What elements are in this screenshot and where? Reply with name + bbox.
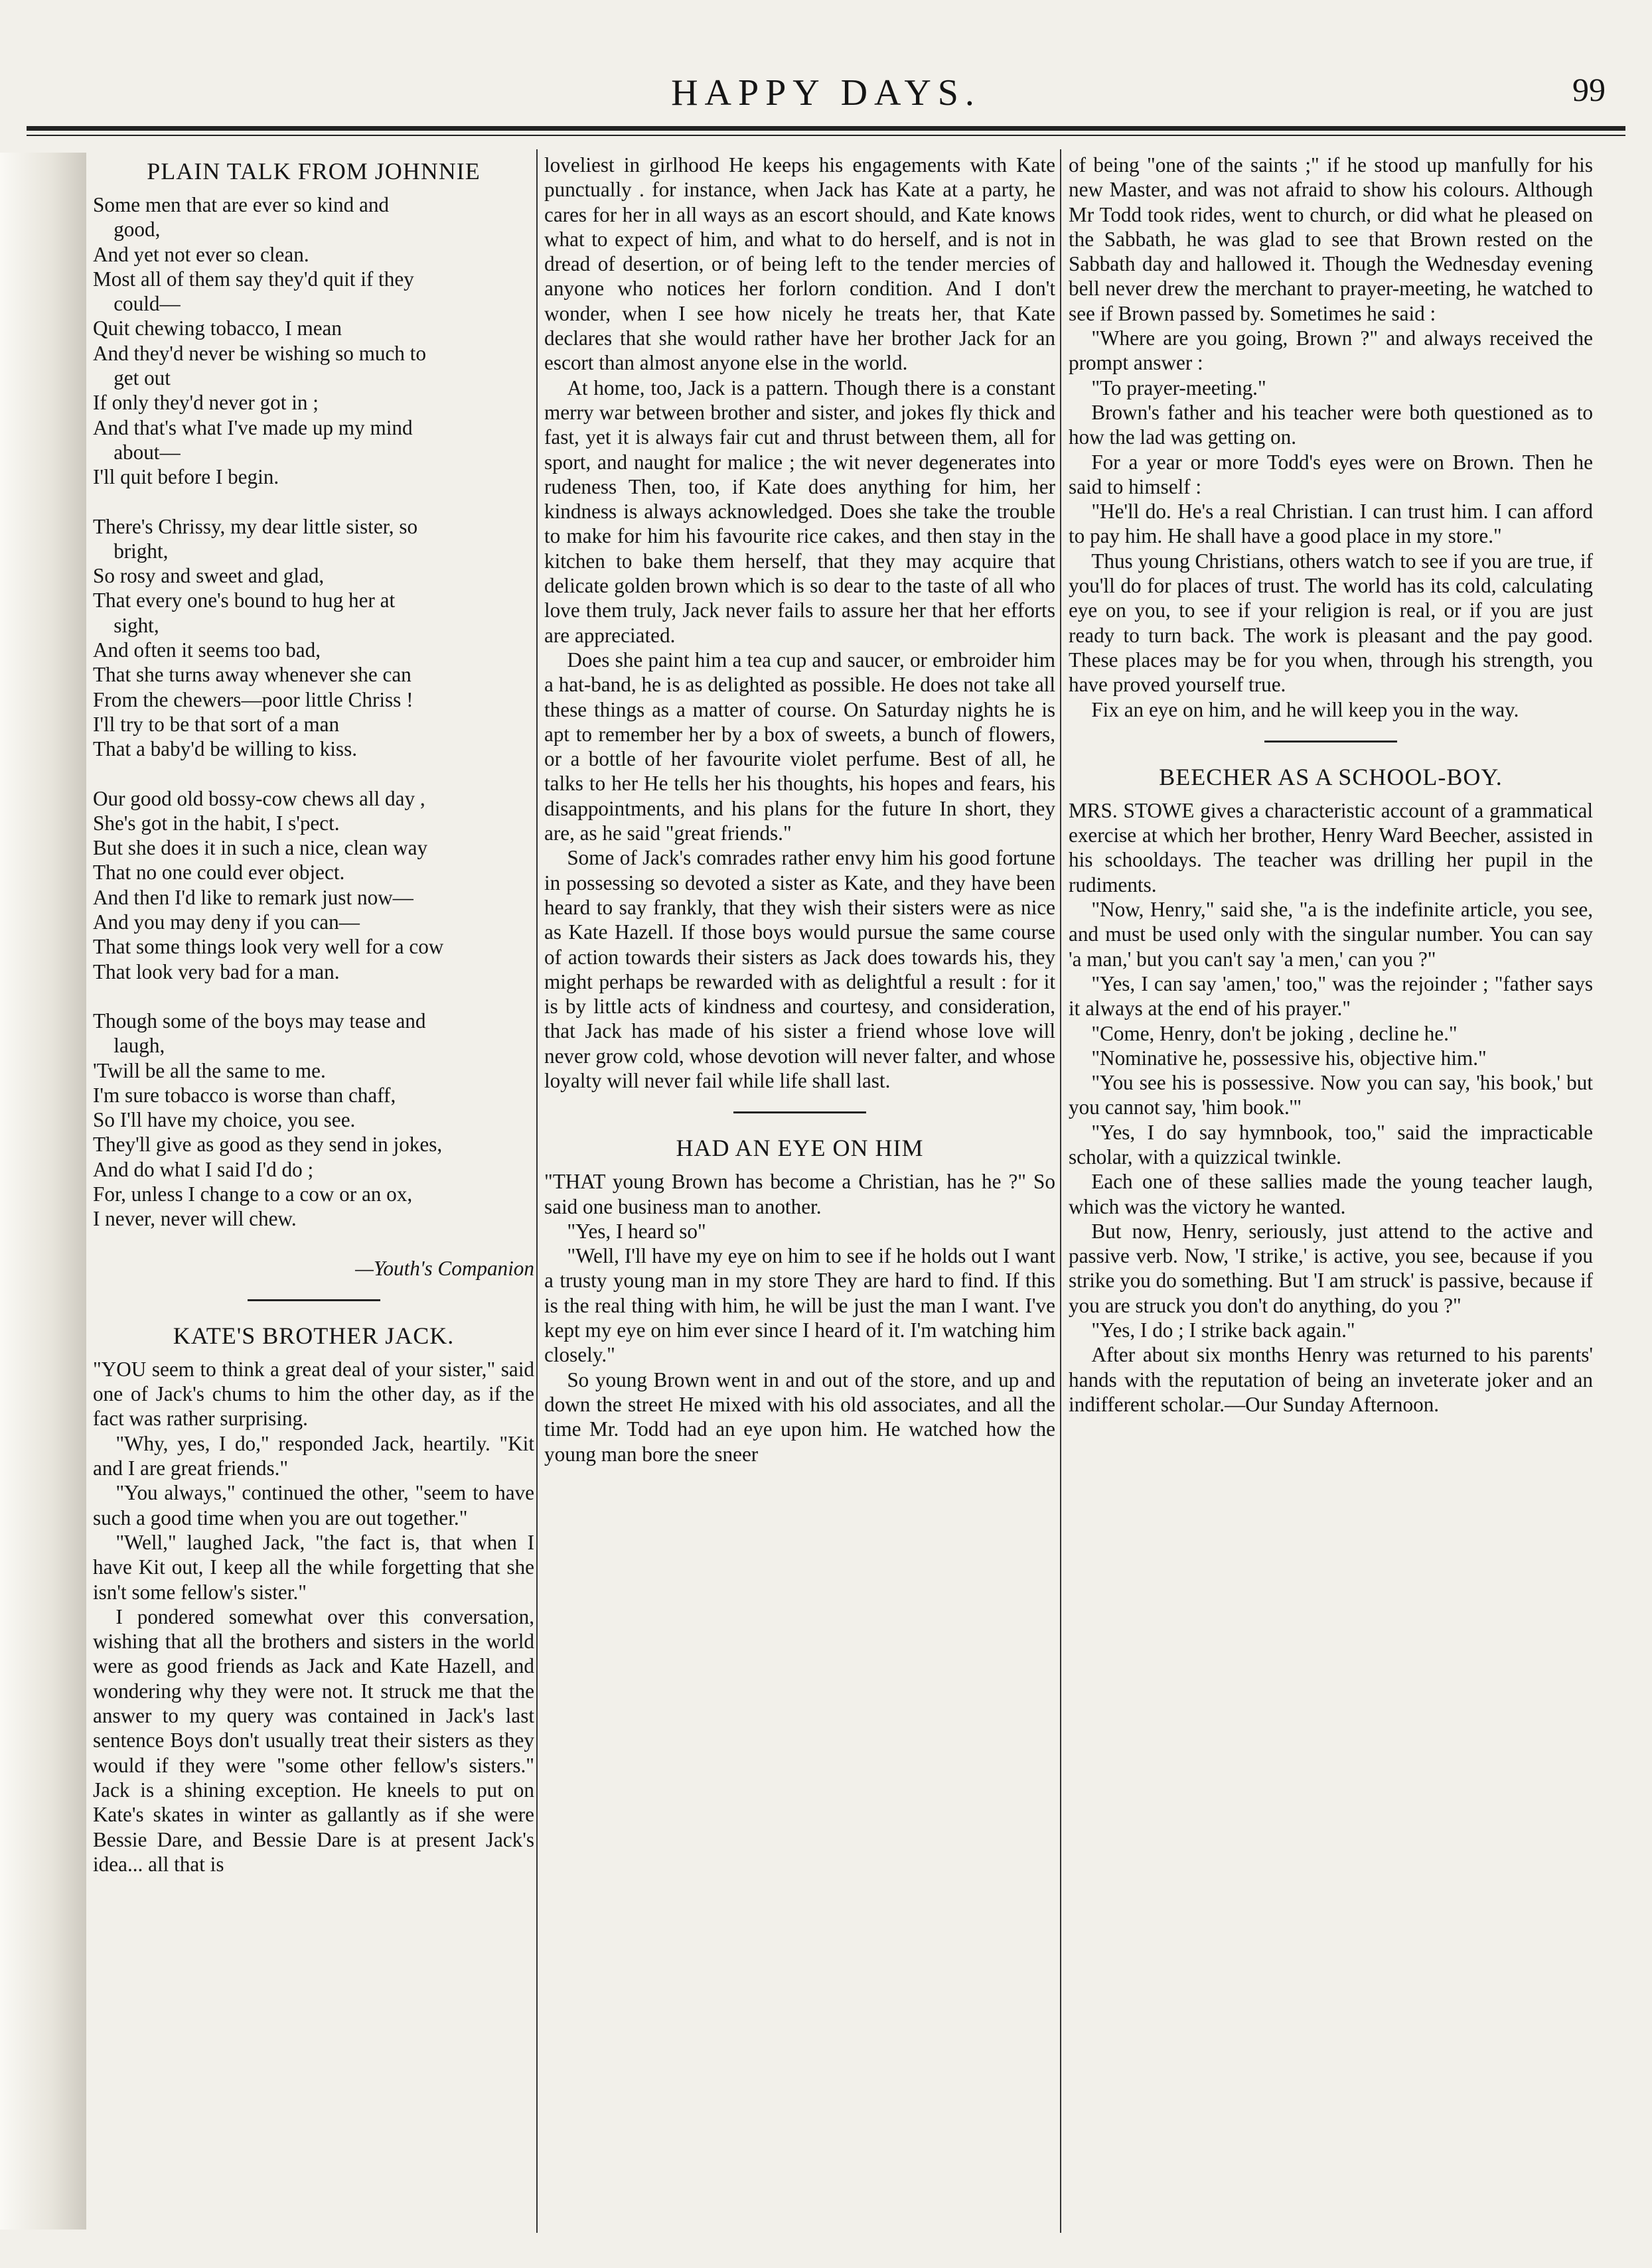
torn-margin-strip: [0, 153, 86, 2230]
poem-line: And yet not ever so clean.: [93, 242, 309, 266]
section-divider: [1264, 741, 1397, 743]
poem-line: good,: [93, 218, 161, 242]
paragraph: "To prayer-meeting.": [1091, 376, 1266, 399]
paragraph: of being "one of the saints ;" if he stood up manfully for his new Master, and was not afraid to show his colours. Although Mr Todd took rides, went to church, or did what he pleased on the Sabbath, he was glad to see that Brown rested on the Sabbath day and hallowed it. Though the Wednesday evening bell never drew the merchant to prayer-meeting, he watched to see if Brown passed by. Sometimes he said :: [1069, 153, 1593, 325]
poem-line: laugh,: [93, 1034, 165, 1058]
paragraph: "Why, yes, I do," responded Jack, heartily. "Kit and I are great friends.": [93, 1431, 534, 1480]
poem-line: Quit chewing tobacco, I mean: [93, 317, 342, 340]
column-3: [1069, 153, 1593, 2230]
poem-line: That a baby'd be willing to kiss.: [93, 737, 358, 761]
poem-line: That every one's bound to hug her at: [93, 589, 396, 612]
story-title-kates-brother-jack: KATE'S BROTHER JACK.: [173, 1322, 455, 1349]
poem-line: bright,: [93, 539, 169, 563]
poem-stanza: [93, 514, 534, 762]
paragraph: Thus young Christians, others watch to see if you are true, if you'll do for places of trust. The world has its cold, calculating eye on you, to see if your religion is real, or if you are just ready to turn back. The work is pleasant and the pay good. These places may be for you when, through his strength, you have proved yourself true.: [1069, 549, 1593, 697]
story-body-kates-brother-jack: [93, 1357, 534, 1877]
story-title-had-an-eye-on-him: HAD AN EYE ON HIM: [676, 1135, 924, 1162]
poem-line: 'Twill be all the same to me.: [93, 1058, 326, 1082]
poem-stanza: [93, 192, 534, 490]
poem-stanza: [93, 1009, 534, 1232]
poem-line: could—: [93, 292, 181, 316]
paragraph: "Now, Henry," said she, "a is the indefinite article, you see, and must be used only with the singular number. You can say 'a man,' but you can't say 'a men,' can you ?": [1069, 898, 1593, 971]
poem-line: That she turns away whenever she can: [93, 663, 412, 687]
poem-line: That look very bad for a man.: [93, 959, 340, 983]
poem-line: And then I'd like to remark just now—: [93, 885, 413, 909]
poem-line: So rosy and sweet and glad,: [93, 564, 325, 588]
paragraph: "You always," continued the other, "seem to have such a good time when you are out together.": [93, 1481, 534, 1529]
poem-line: I'll quit before I begin.: [93, 465, 279, 489]
paragraph: "You see his is possessive. Now you can say, 'his book,' but you cannot say, 'him book.'": [1069, 1071, 1593, 1119]
poem-line: From the chewers—poor little Chriss !: [93, 687, 413, 711]
poem-line: She's got in the habit, I s'pect.: [93, 811, 340, 835]
paragraph: "Nominative he, possessive his, objective him.": [1091, 1046, 1487, 1070]
poem-line: For, unless I change to a cow or an ox,: [93, 1182, 413, 1206]
paragraph: Does she paint him a tea cup and saucer, or embroider him a hat-band, he is as delighted as possible. He does not take all these things as a matter of course. On Saturday nights he is apt to remember her by a box of sweets, a bunch of flowers, or a bottle of her favourite violet perfume. Best of all, he talks to her He tells her his thoughts, his hopes and fears, his disappointments, and his plans for the future In short, they are, as he said "great friends.": [544, 648, 1055, 845]
paragraph: Each one of these sallies made the young teacher laugh, which was the victory he wanted.: [1069, 1170, 1593, 1218]
story-body-had-an-eye-continued: [1069, 153, 1593, 722]
header-rule-thin: [27, 135, 1625, 136]
poem-line: sight,: [93, 613, 159, 637]
poem-line: They'll give as good as they send in jokes,: [93, 1133, 443, 1157]
poem-line: Some men that are ever so kind and: [93, 193, 390, 216]
poem-line: Most all of them say they'd quit if they: [93, 267, 414, 291]
poem-line: So I'll have my choice, you see.: [93, 1108, 356, 1132]
poem-line: I'll try to be that sort of a man: [93, 712, 340, 736]
poem-line: That no one could ever object.: [93, 861, 345, 885]
paragraph: "THAT young Brown has become a Christian, has he ?" So said one business man to another.: [544, 1170, 1055, 1218]
poem-line: And they'd never be wishing so much to: [93, 341, 426, 365]
paragraph: I pondered somewhat over this conversation, wishing that all the brothers and sisters in the world were as good friends as Jack and Kate Hazell, and wondering why they were not. It struck me that the answer to my query was contained in Jack's last sentence Boys don't usually treat their sisters as they would if they were "some other fellow's sisters." Jack is a shining exception. He kneels to put on Kate's skates in winter as gallantly as if she were Bessie Dare, and Bessie Dare is at present Jack's idea... all that is: [93, 1604, 534, 1876]
paragraph: loveliest in girlhood He keeps his engagements with Kate punctually . for instance, when Jack has Kate at a party, he cares for her in all ways as an escort should, and Kate knows what to expect of him, and what to do herself, and is not in dread of desertion, or of being left to the tender mercies of anyone who notices her forlorn condition. And I don't wonder, when I see how nicely he treats her, that Kate declares that she would rather have her brother Jack for an escort than almost anyone else in the world.: [544, 153, 1055, 375]
story-body-had-an-eye-on-him: [544, 1169, 1055, 1466]
poem-line: I never, never will chew.: [93, 1207, 297, 1231]
header-rule-thick: [27, 126, 1625, 131]
paragraph: "Well," laughed Jack, "the fact is, that when I have Kit out, I keep all the while forgetting that she isn't some fellow's sister.": [93, 1530, 534, 1604]
paragraph: At home, too, Jack is a pattern. Though there is a constant merry war between brother and sister, and jokes fly thick and fast, yet it is always fair cut and thrust between them, all for sport, and naught for malice ; the wit never degenerates into rudeness Then, too, if Kate does anything for him, her kindness is always acknowledged. Does she take the trouble to make for him his favourite rice cakes, and then stay in the kitchen to bake them herself, that they may acquire that delicate golden brown which is so dear to the taste of all who love them truly, Jack never fails to assure her that her efforts are appreciated.: [544, 376, 1055, 647]
poem-line: And you may deny if you can—: [93, 910, 360, 934]
paragraph: "Come, Henry, don't be joking , decline he.": [1091, 1021, 1458, 1045]
poem-line: get out: [93, 366, 171, 390]
paragraph: "YOU seem to think a great deal of your sister," said one of Jack's chums to him the other day, as if the fact was rather surprising.: [93, 1357, 534, 1431]
column-2: [544, 153, 1055, 2230]
poem-attribution: —Youth's Companion: [355, 1256, 534, 1280]
paragraph: "Yes, I do say hymnbook, too," said the impracticable scholar, with a quizzical twinkle.: [1069, 1120, 1593, 1169]
paragraph: Brown's father and his teacher were both questioned as to how the lad was getting on.: [1069, 400, 1593, 449]
paragraph: For a year or more Todd's eyes were on Brown. Then he said to himself :: [1069, 450, 1593, 498]
paragraph: So young Brown went in and out of the store, and up and down the street He mixed with his old associates, and all the time Mr. Todd had an eye upon him. He watched how the young man bore the sneer: [544, 1368, 1055, 1466]
column-divider-2: [1060, 149, 1061, 2233]
poem-line: And that's what I've made up my mind: [93, 415, 413, 439]
page-number: 99: [1572, 71, 1606, 108]
section-divider: [248, 1299, 380, 1301]
paragraph: "He'll do. He's a real Christian. I can trust him. I can afford to pay him. He shall have a good place in my store.": [1069, 500, 1593, 548]
paragraph: Some of Jack's comrades rather envy him his good fortune in possessing so devoted a sister as Kate, and they have been heard to say frankly, that they wish their sisters were as nice as Kate Hazell. If those boys would pursue the same course of action towards their sisters as Jack does towards his, they might perhaps be rewarded with as delightful a result : for it is by little acts of kindness and courtesy, and consideration, that Jack has made of his sister a friend whose love will never grow cold, whose devotion will never falter, and whose loyalty will never fail while life shall last.: [544, 846, 1055, 1092]
poem-line: about—: [93, 440, 181, 464]
column-1: [93, 153, 534, 2230]
poem-line: And often it seems too bad,: [93, 638, 321, 662]
poem-line: That some things look very well for a cow: [93, 935, 444, 959]
poem-line: I'm sure tobacco is worse than chaff,: [93, 1083, 396, 1107]
paragraph: But now, Henry, seriously, just attend to the active and passive verb. Now, 'I strike,' is active, you see, because if you strike you do something. But 'I am struck' is passive, because if you are struck you don't do anything, do you ?": [1069, 1219, 1593, 1317]
poem-line: There's Chrissy, my dear little sister, so: [93, 514, 418, 538]
poem-title: PLAIN TALK FROM JOHNNIE: [147, 158, 481, 184]
poem-line: Our good old bossy-cow chews all day ,: [93, 786, 425, 810]
poem-stanza: [93, 786, 534, 984]
paragraph: "Yes, I can say 'amen,' too," was the rejoinder ; "father says it always at the end of his prayer.": [1069, 971, 1593, 1021]
story-title-beecher-as-a-school-boy: BEECHER AS A SCHOOL-BOY.: [1159, 763, 1503, 790]
paragraph: MRS. STOWE gives a characteristic account of a grammatical exercise at which her brother, Henry Ward Beecher, assisted in his schooldays. The teacher was drilling her pupil in the rudiments.: [1069, 798, 1593, 896]
paragraph: After about six months Henry was returned to his parents' hands with the reputation of being an inveterate joker and an indifferent scholar.—Our Sunday Afternoon.: [1069, 1343, 1593, 1416]
story-body-beecher: [1069, 798, 1593, 1417]
paragraph: "Well, I'll have my eye on him to see if he holds out I want a trusty young man in my store They are hard to find. If this is the real thing with him, he will be just the man I want. I've kept my eye on him ever since I heard of it. I'm watching him closely.": [544, 1244, 1055, 1367]
running-title: HAPPY DAYS.: [671, 72, 981, 113]
section-divider: [733, 1111, 866, 1113]
poem-line: Though some of the boys may tease and: [93, 1009, 426, 1032]
paragraph: "Yes, I do ; I strike back again.": [1091, 1318, 1355, 1342]
paragraph: Fix an eye on him, and he will keep you in the way.: [1091, 697, 1519, 721]
paragraph: "Yes, I heard so": [567, 1219, 706, 1243]
poem-line: And do what I said I'd do ;: [93, 1157, 314, 1181]
poem-body: [93, 192, 534, 1232]
column-divider-1: [536, 149, 538, 2233]
poem-line: But she does it in such a nice, clean way: [93, 836, 428, 860]
paragraph: "Where are you going, Brown ?" and always received the prompt answer :: [1069, 326, 1593, 375]
story-body-continued: [544, 153, 1055, 1093]
poem-line: If only they'd never got in ;: [93, 391, 319, 415]
